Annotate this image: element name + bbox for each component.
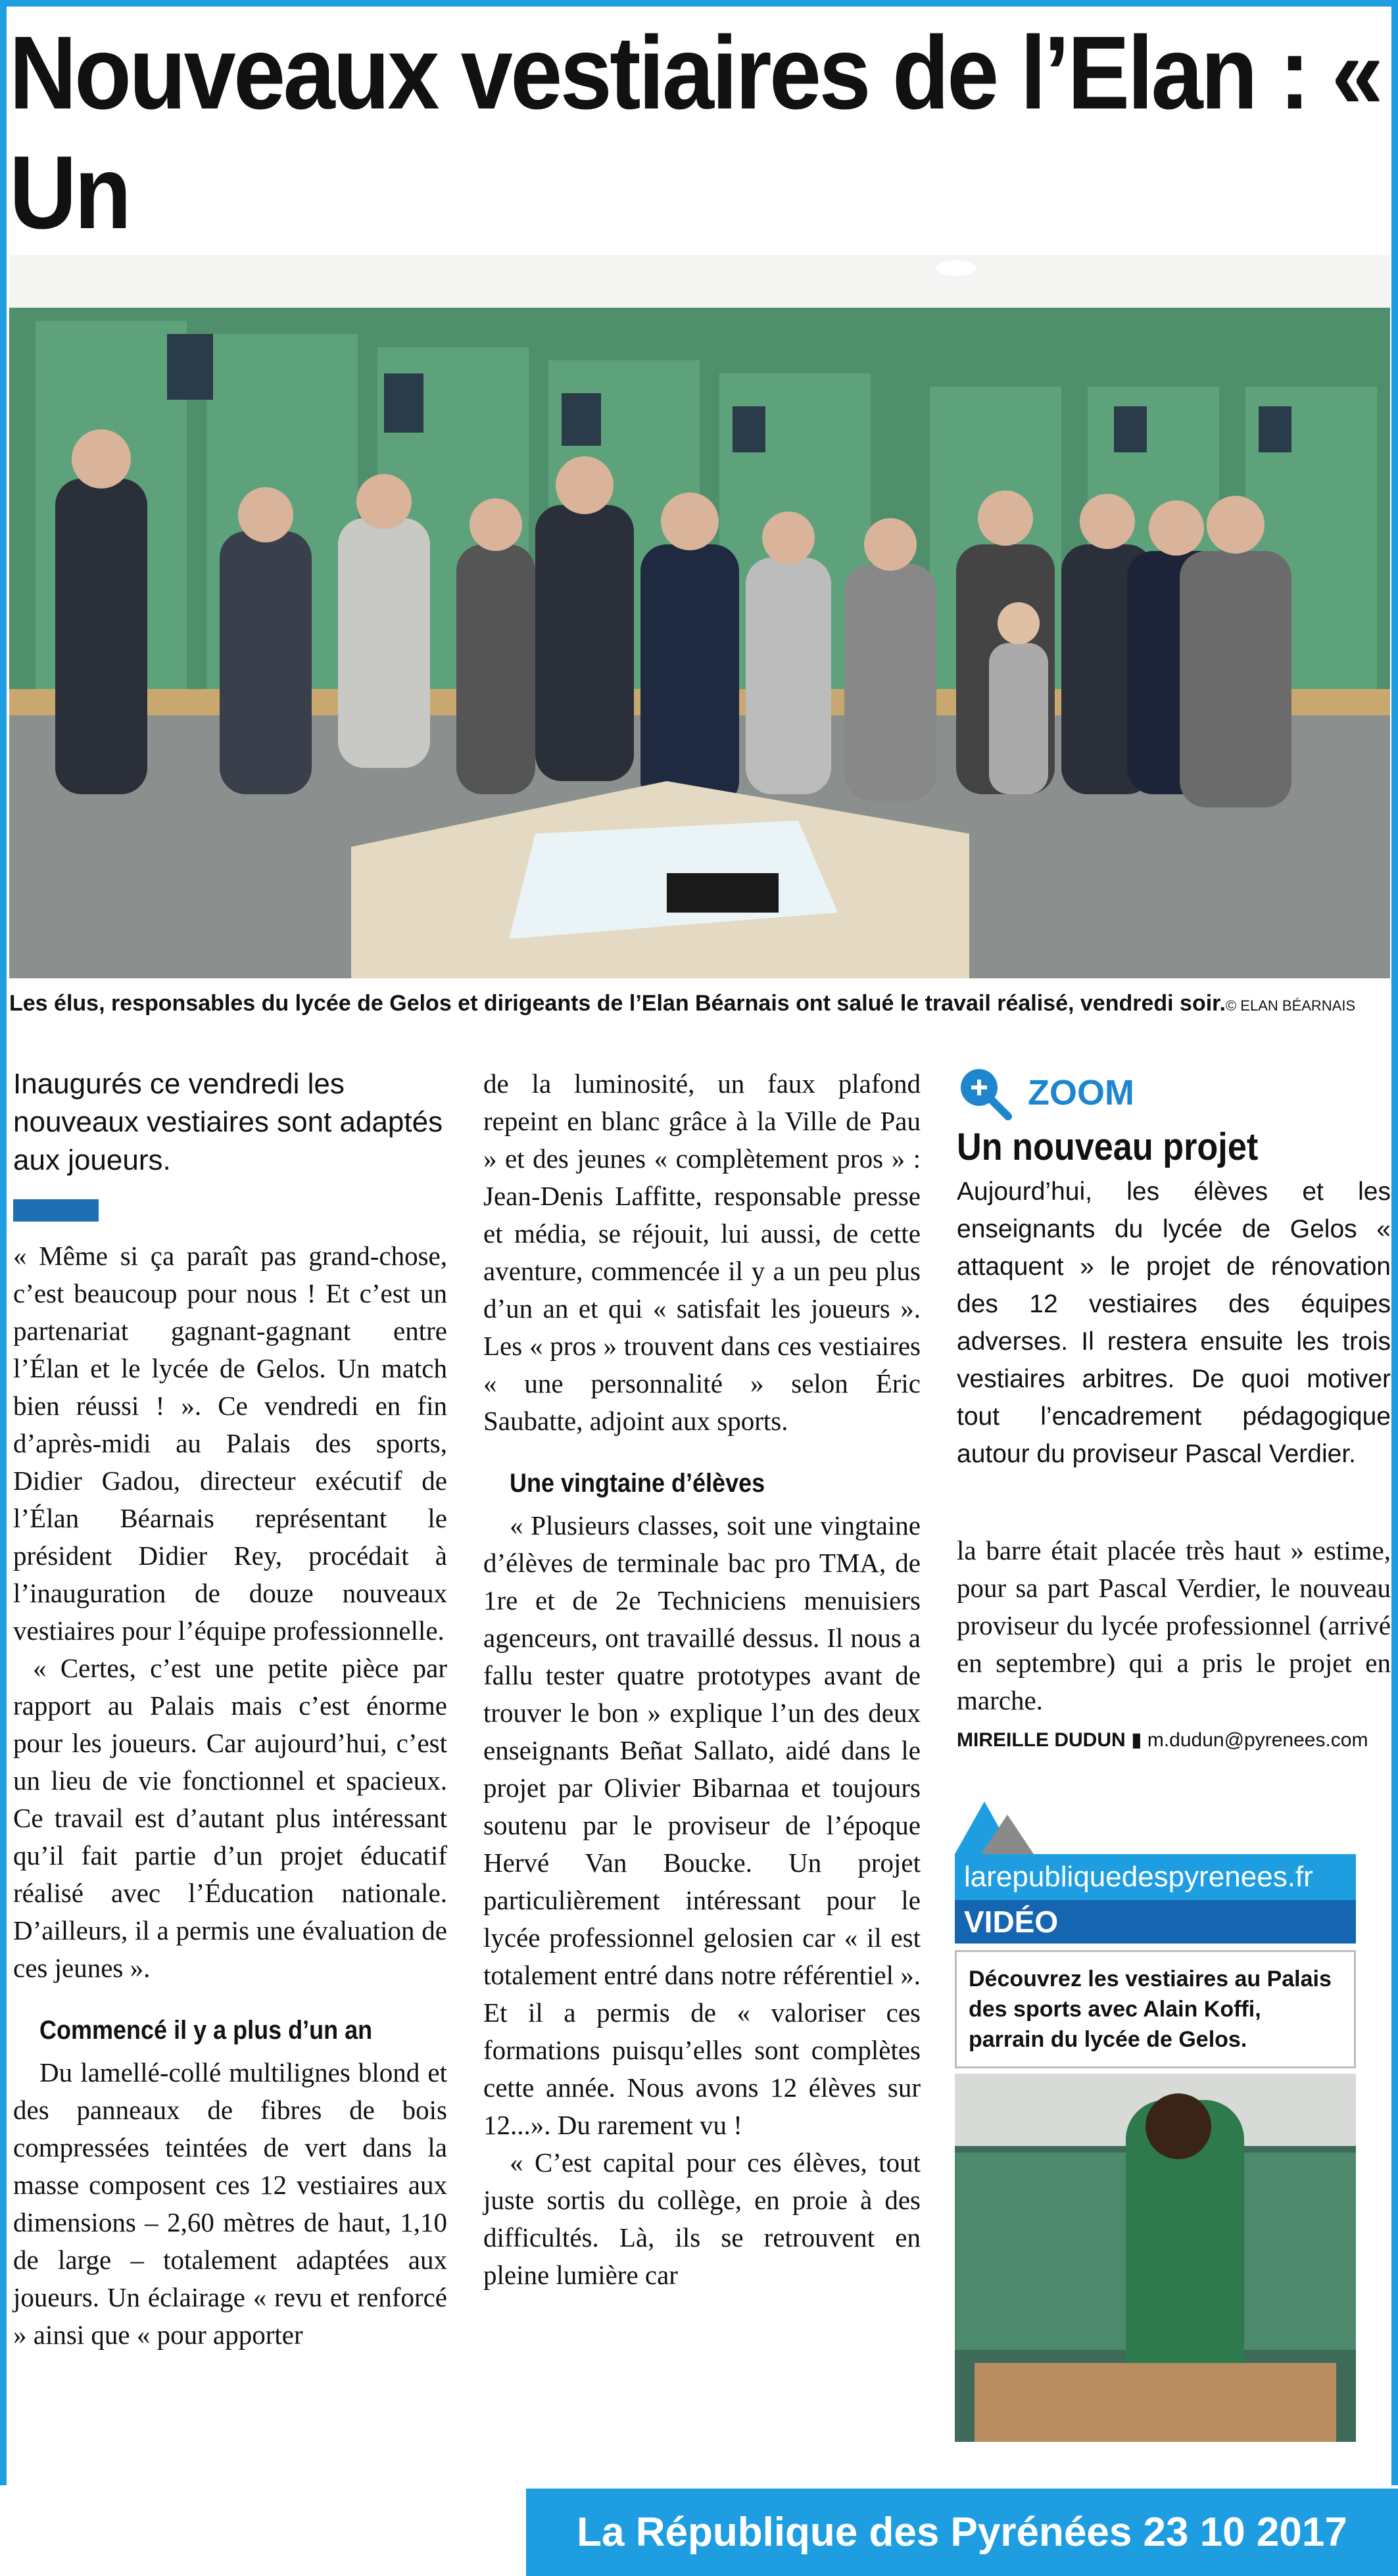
paragraph: Du lamellé-collé multilignes blond et des panneaux de fibres de bois compressées teintées de vert dans la masse composent ces 12 vestiaires aux dimensions – 2,60 mètres de haut, 1,10 de large – totalement adaptées aux joueurs. Un éclairage « revu et renforcé » ainsi que « pour apporter bbox=[13, 2057, 447, 2350]
paragraph: « Même si ça paraît pas grand-chose, c’est beaucoup pour nous ! Et c’est un partenariat gagnant-gagnant entre l’Élan et le lycée de Gelos. Un match bien réussi ! ». Ce vendredi en fin d’après-midi au Palais des sports, Didier Gadou, directeur exécutif de l’Élan Béarnais représentant le président Didier Rey, procédait à l’inauguration de douze nouveaux vestiaires pour l’équipe professionnelle. bbox=[13, 1241, 447, 1646]
column-2 bbox=[483, 1065, 921, 2294]
zoom-title: Un nouveau projet bbox=[957, 1126, 1259, 1168]
paragraph: la barre était placée très haut » estime, pour sa part Pascal Verdier, le nouveau proviseur du lycée professionnel (arrivé en septembre) qui a pris le projet en marche. bbox=[957, 1535, 1391, 1715]
paragraph: « Plusieurs classes, soit une vingtaine d’élèves de terminale bac pro TMA, de 1re et de 2e Techniciens menuisiers agenceurs, ont travaillé dessus. Il nous a fallu tester quatre prototypes avant de trouver le bon » explique l’un des deux enseignants Beñat Sallato, aidé dans le projet par Olivier Bibarnaa et toujours soutenu par le proviseur de l’époque Hervé Van Boucke. Un projet particulièrement intéressant pour le lycée professionnel gelosien car « il est totalement entré dans notre référentiel ». Et il a permis de « valoriser ces formations puisqu’elles sont complètes cette année. Nous avons 12 élèves sur 12...». Du rarement vu ! bbox=[483, 1510, 921, 2140]
video-box bbox=[955, 1801, 1356, 2442]
video-label: VIDÉO bbox=[955, 1900, 1356, 1944]
footer-banner: La République des Pyrénées 23 10 2017 bbox=[526, 2489, 1398, 2576]
column-1 bbox=[13, 1065, 447, 2354]
video-thumbnail[interactable] bbox=[955, 2074, 1356, 2442]
website-link[interactable]: larepubliquedespyrenees.fr bbox=[955, 1854, 1356, 1900]
headline-line-1: Nouveaux vestiaires de l’Elan : « Un bbox=[9, 15, 1382, 250]
blue-bar-divider bbox=[13, 1199, 99, 1222]
author-name: MIREILLE DUDUN bbox=[957, 1729, 1126, 1751]
mountain-logo-icon bbox=[955, 1801, 1034, 1854]
photo-caption bbox=[9, 988, 1390, 1022]
zoom-body: Aujourd’hui, les élèves et les enseignants du lycée de Gelos « attaquent » le projet de rénovation des 12 vestiaires des équipes adverses. Il restera ensuite les trois vestiaires arbitres. De quoi motiver tout l’encadrement pédagogique autour du proviseur Pascal Verdier. bbox=[957, 1178, 1391, 1468]
subheading: Une vingtaine d’élèves bbox=[510, 1469, 765, 1498]
photo-caption-text: Les élus, responsables du lycée de Gelos et dirigeants de l’Elan Béarnais ont salué le travail réalisé, vendredi soir. bbox=[9, 991, 1226, 1016]
video-description: Découvrez les vestiaires au Palais des sports avec Alain Koffi, parrain du lycée de Gelos. bbox=[955, 1950, 1356, 2068]
author-email: m.dudun@pyrenees.com bbox=[1147, 1729, 1368, 1751]
zoom-header bbox=[957, 1065, 1391, 1120]
zoom-label: ZOOM bbox=[1028, 1073, 1134, 1112]
magnifier-plus-icon bbox=[957, 1065, 1012, 1120]
column-3 bbox=[957, 1065, 1391, 1752]
author-signature: MIREILLE DUDUN ▮ m.dudun@pyrenees.com bbox=[957, 1729, 1368, 1751]
subheading: Commencé il y a plus d’un an bbox=[39, 2016, 373, 2045]
chapo: Inaugurés ce vendredi les nouveaux vestiaires sont adaptés aux joueurs. bbox=[13, 1068, 443, 1176]
paragraph: de la luminosité, un faux plafond repeint en blanc grâce à la Ville de Pau » et des jeunes « complètement pros » : Jean-Denis Laffitte, responsable presse et média, se réjouit, lui aussi, de cette aventure, commencée il y a un peu plus d’un an et qui « satisfait les joueurs ». Les « pros » trouvent dans ces vestiaires « une personnalité » selon Éric Saubatte, adjoint aux sports. bbox=[483, 1068, 921, 1436]
paragraph: « C’est capital pour ces élèves, tout juste sortis du collège, en proie à des difficultés. Là, ils se retrouvent en pleine lumière car bbox=[483, 2147, 921, 2290]
article-photo bbox=[9, 255, 1390, 978]
paragraph: « Certes, c’est une petite pièce par rapport au Palais mais c’est énorme pour les joueurs. Car aujourd’hui, c’est un lieu de vie fonctionnel et spacieux. Ce travail est d’autant plus intéressant qu’il fait partie d’un projet éducatif réalisé avec l’Éducation nationale. D’ailleurs, il a permis une évaluation de ces jeunes ». bbox=[13, 1653, 447, 1983]
photo-credit: © ELAN BÉARNAIS bbox=[1225, 997, 1356, 1014]
